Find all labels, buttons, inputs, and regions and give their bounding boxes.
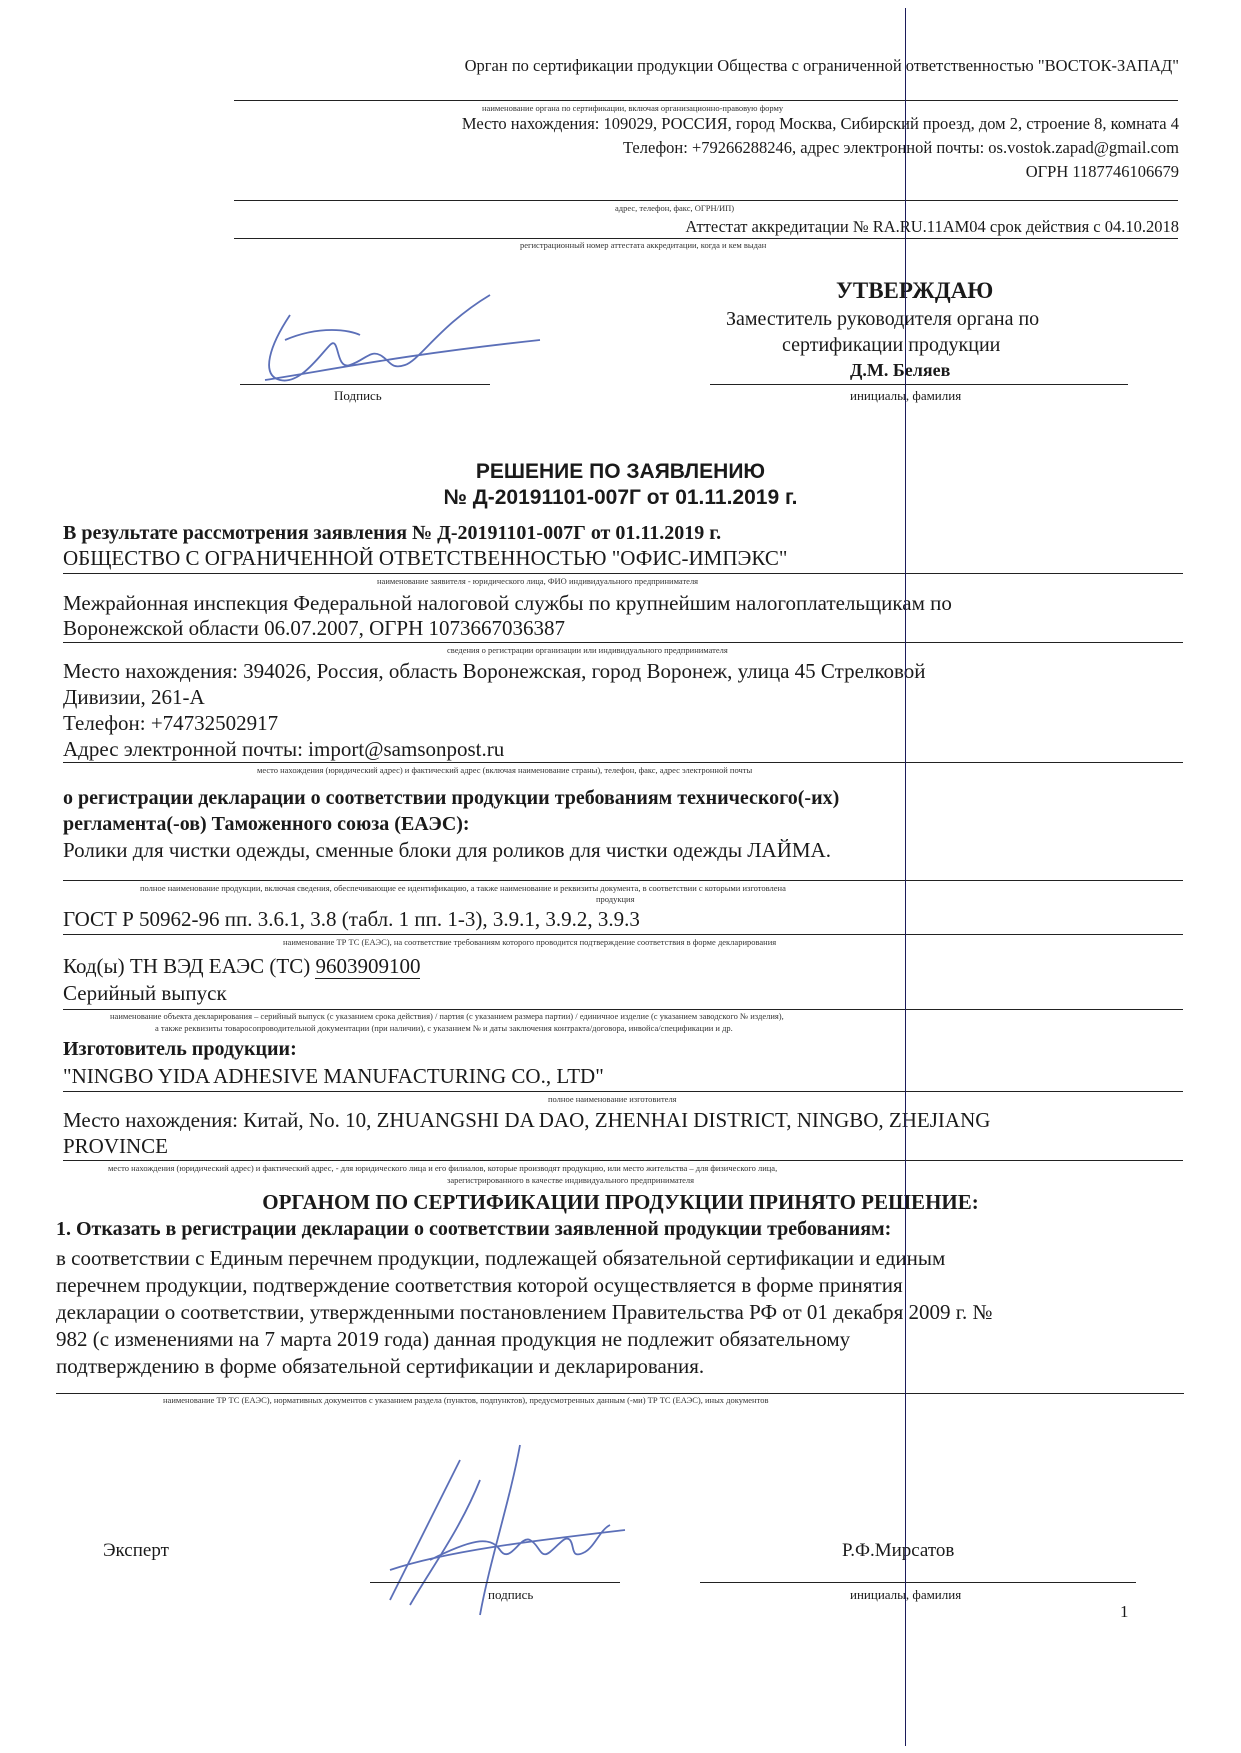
divider [700, 1582, 1136, 1583]
approval-position-line-2: сертификации продукции [782, 334, 1001, 356]
divider [63, 1160, 1183, 1161]
location-caption: место нахождения (юридический адрес) и фактический адрес (включая наименование страны), телефон, факс, адрес электронной почты [257, 765, 753, 775]
org-ogrn: ОГРН 1187746106679 [1025, 162, 1179, 181]
divider [63, 1091, 1183, 1092]
signature-line [370, 1582, 620, 1583]
location-line-2: Дивизии, 261-А [63, 685, 205, 709]
decision-text-line-1: в соответствии с Единым перечнем продукции, подлежащей обязательной сертификации и единым [56, 1246, 946, 1270]
expert-signature-caption: подпись [488, 1587, 534, 1602]
divider [63, 573, 1183, 574]
decision-heading: ОРГАНОМ ПО СЕРТИФИКАЦИИ ПРОДУКЦИИ ПРИНЯТО РЕШЕНИЕ: [262, 1190, 979, 1214]
manufacturer-caption-1: место нахождения (юридический адрес) и фактический адрес, - для юридического лица и его филиалов, которые производят продукцию, или место жительства – для физического лица, [108, 1163, 778, 1173]
approval-name: Д.М. Беляев [850, 360, 951, 380]
divider [56, 1393, 1184, 1394]
divider [63, 1009, 1183, 1010]
standard: ГОСТ Р 50962-96 пп. 3.6.1, 3.8 (табл. 1 пп. 1-3), 3.9.1, 3.9.2, 3.9.3 [63, 907, 640, 931]
divider [63, 762, 1183, 763]
manufacturer-caption: полное наименование изготовителя [548, 1094, 677, 1104]
decision-text-line-2: перечнем продукции, подтверждение соответствия которой осуществляется в форме принятия [56, 1273, 903, 1297]
page-number: 1 [1120, 1602, 1129, 1621]
applicant-name: ОБЩЕСТВО С ОГРАНИЧЕННОЙ ОТВЕТСТВЕННОСТЬЮ "ОФИС-ИМПЭКС" [63, 546, 788, 570]
subject-line-1: о регистрации декларации о соответствии продукции требованиям технического(-их) [63, 787, 840, 809]
expert-label: Эксперт [103, 1540, 169, 1561]
product-caption-2: продукция [596, 894, 635, 904]
accreditation-caption: регистрационный номер аттестата аккредитации, когда и кем выдан [520, 240, 767, 250]
tn-ved-code-label: Код(ы) ТН ВЭД ЕАЭС (ТС) [63, 954, 316, 978]
phone: Телефон: +74732502917 [63, 711, 279, 735]
decision-caption: наименование ТР ТС (ЕАЭС), нормативных документов с указанием раздела (пунктов, подпунктов), предусмотренных данным (-ми) ТР ТС (ЕАЭС), иных документов [163, 1395, 769, 1405]
divider [710, 384, 1128, 385]
org-caption: наименование органа по сертификации, включая организационно-правовую форму [482, 103, 784, 113]
registration-line-1: Межрайонная инспекция Федеральной налоговой службы по крупнейшим налогоплательщикам по [63, 591, 952, 615]
manufacturer-location-line-1: Место нахождения: Китай, No. 10, ZHUANGSHI DA DAO, ZHENHAI DISTRICT, NINGBO, ZHEJIANG [63, 1108, 991, 1132]
serial-release: Серийный выпуск [63, 981, 227, 1005]
approval-title: УТВЕРЖДАЮ [836, 278, 994, 303]
expert-name-caption: инициалы, фамилия [850, 1587, 962, 1602]
org-address: Место нахождения: 109029, РОССИЯ, город Москва, Сибирский проезд, дом 2, строение 8, комната 4 [461, 114, 1179, 133]
registration-line-2: Воронежской области 06.07.2007, ОГРН 1073667036387 [63, 616, 565, 640]
expert-name: Р.Ф.Мирсатов [842, 1540, 955, 1561]
divider [234, 100, 1178, 101]
manufacturer-label: Изготовитель продукции: [63, 1038, 297, 1060]
decision-text-line-3: декларации о соответствии, утвержденными постановлением Правительства РФ от 01 декабря 2009 г. № [56, 1300, 993, 1324]
manufacturer-name: "NINGBO YIDA ADHESIVE MANUFACTURING CO., LTD" [63, 1064, 604, 1088]
review-line: В результате рассмотрения заявления № Д-20191101-007Г от 01.11.2019 г. [63, 522, 722, 544]
accreditation: Аттестат аккредитации № RA.RU.11AM04 срок действия с 04.10.2018 [685, 217, 1179, 236]
signature-line [240, 384, 490, 385]
subject-line-2: регламента(-ов) Таможенного союза (ЕАЭС): [63, 813, 470, 835]
approval-name-caption: инициалы, фамилия [850, 388, 962, 403]
serial-caption-1: наименование объекта декларирования – серийный выпуск (с указанием срока действия) / партия (с указанием размера партии) / единичное изделие (с указанием заводского № изделия), [110, 1011, 784, 1021]
decision-text-line-5: подтверждению в форме обязательной сертификации и декларирования. [56, 1354, 705, 1378]
serial-caption-2: а также реквизиты товаросопроводительной документации (при наличии), с указанием № и даты заключения контракта/договора, инвойса/спецификации и др. [155, 1023, 733, 1033]
location-line-1: Место нахождения: 394026, Россия, область Воронежская, город Воронеж, улица 45 Стрелковой [63, 659, 926, 683]
product-caption-1: полное наименование продукции, включая сведения, обеспечивающие ее идентификацию, а также наименование и реквизиты документа, в соответствии с которыми изготовлена [140, 883, 786, 893]
divider [63, 934, 1183, 935]
registration-caption: сведения о регистрации организации или индивидуального предпринимателя [447, 645, 728, 655]
product-name: Ролики для чистки одежды, сменные блоки для роликов для чистки одежды ЛАЙМА. [63, 838, 831, 862]
decision-text-line-4: 982 (с изменениями на 7 марта 2019 года) данная продукция не подлежит обязательному [56, 1327, 851, 1351]
manufacturer-caption-2: зарегистрированного в качестве индивидуального предпринимателя [447, 1175, 695, 1185]
approval-position-line-1: Заместитель руководителя органа по [726, 308, 1040, 330]
manufacturer-location-line-2: PROVINCE [63, 1134, 169, 1158]
divider [63, 880, 1183, 881]
divider [234, 200, 1178, 201]
approver-signature [240, 285, 560, 395]
org-contacts: Телефон: +79266288246, адрес электронной почты: os.vostok.zapad@gmail.com [622, 138, 1179, 157]
standard-caption: наименование ТР ТС (ЕАЭС), на соответствие требованиям которого проводится подтверждение соответствия в форме декларирования [283, 937, 777, 947]
decision-title-line-1: РЕШЕНИЕ ПО ЗАЯВЛЕНИЮ [475, 460, 766, 483]
signature-caption: Подпись [334, 388, 382, 403]
divider [63, 642, 1183, 643]
decision-point-1: 1. Отказать в регистрации декларации о соответствии заявленной продукции требованиям: [56, 1218, 892, 1240]
contacts-caption: адрес, телефон, факс, ОГРН/ИП) [615, 203, 735, 213]
tn-ved-code-value: 9603909100 [315, 954, 421, 978]
tn-ved-code [63, 954, 420, 979]
divider [234, 238, 1178, 239]
scan-artifact-line [905, 8, 906, 1746]
org-name: Орган по сертификации продукции Общества с ограниченной ответственностью "ВОСТОК-ЗАПАД" [464, 56, 1179, 75]
decision-title-line-2: № Д-20191101-007Г от 01.11.2019 г. [443, 486, 798, 509]
email: Адрес электронной почты: import@samsonpost.ru [63, 737, 505, 761]
applicant-caption: наименование заявителя - юридического лица, ФИО индивидуального предпринимателя [377, 576, 699, 586]
